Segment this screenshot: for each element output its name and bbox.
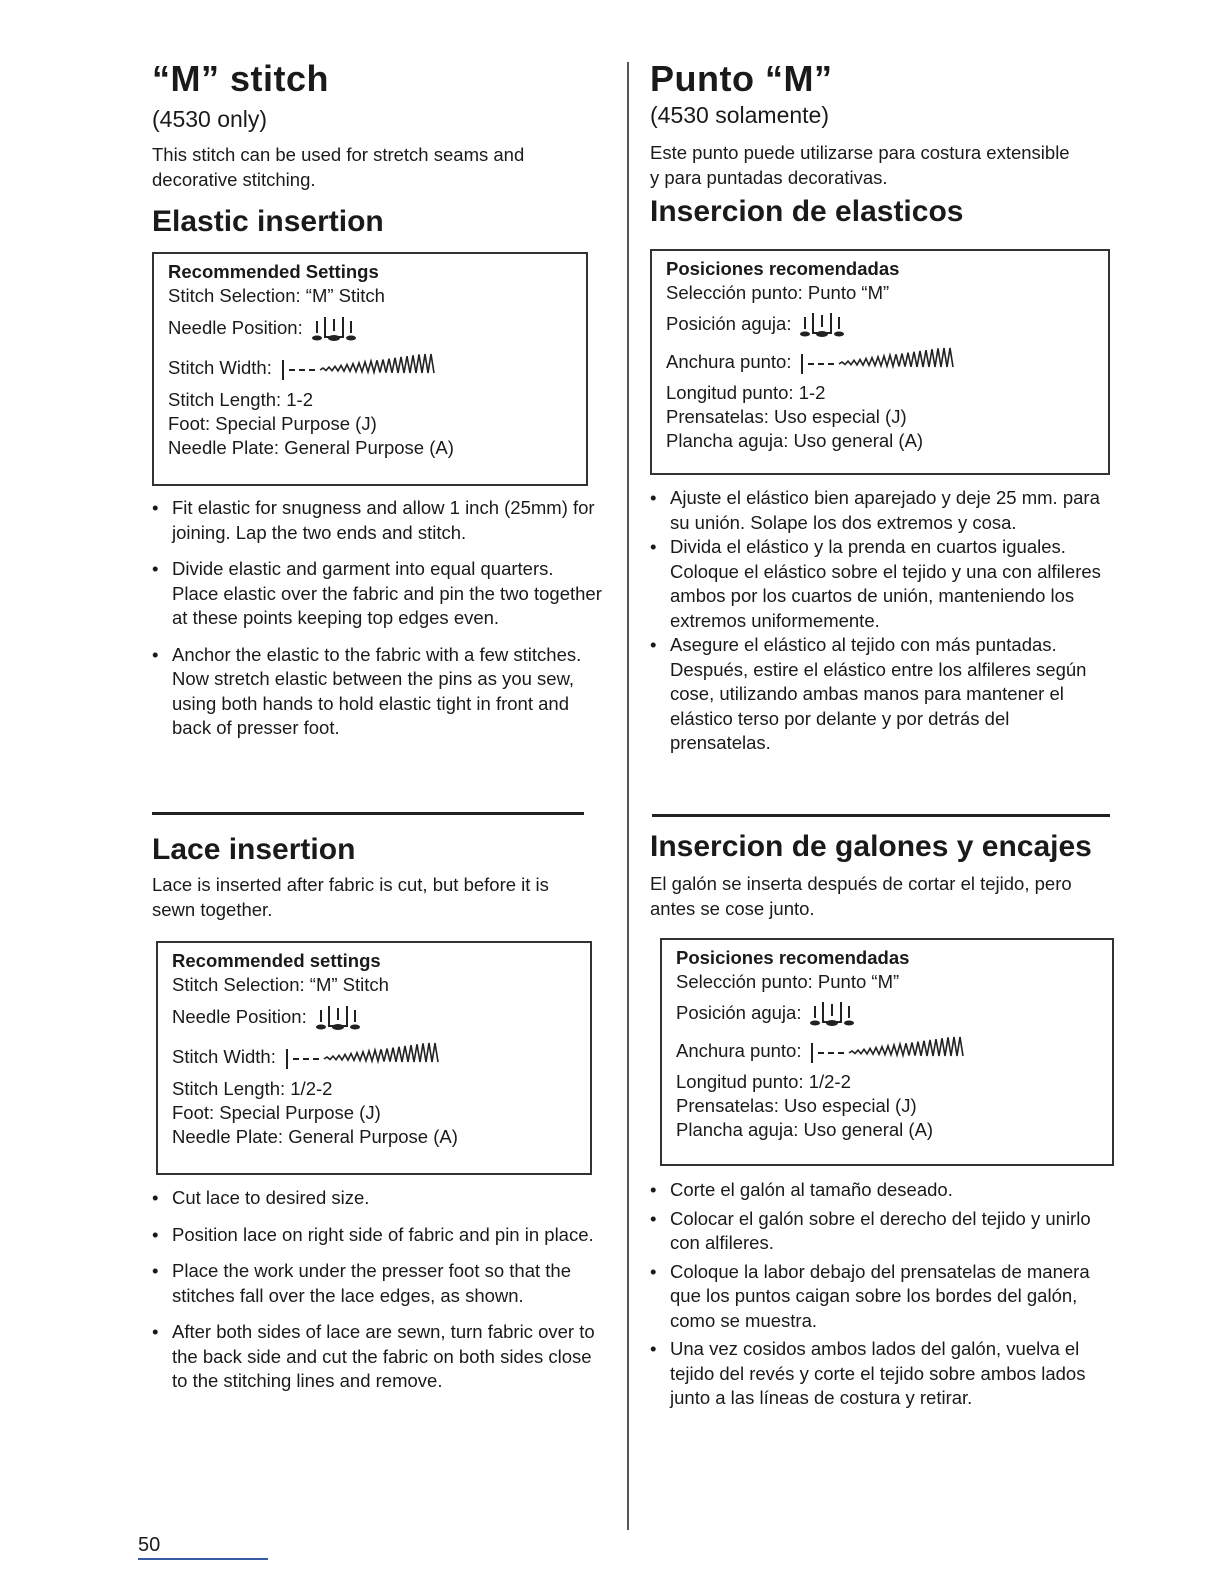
needle-position-icon (799, 307, 845, 341)
list-item: • Divide elastic and garment into equal quarters. Place elastic over the fabric and pin the two together at these points keeping top edges even. (152, 557, 602, 631)
lace-steps-list (152, 1186, 604, 1406)
presser-foot: Prensatelas: Uso especial (J) (676, 1095, 917, 1116)
list-item: • Colocar el galón sobre el derecho del tejido y unirlo con alfileres. (650, 1207, 1112, 1256)
stitch-width-row (676, 1032, 1098, 1070)
intro-text: This stitch can be used for stretch seams and decorative stitching. (152, 144, 525, 190)
model-note-es: (4530 solamente) (650, 102, 829, 128)
list-item: • Place the work under the presser foot so that the stitches fall over the lace edges, as shown. (152, 1259, 604, 1308)
list-item: • Asegure el elástico al tejido con más puntadas. Después, estire el elástico entre los alfileres según cose, utilizando ambas manos para mantener el elástico terso por delante y por detrás del prensatelas. (650, 633, 1105, 756)
stitch-width-label: Stitch Width: (172, 1046, 276, 1067)
stitch-length: Longitud punto: 1-2 (666, 382, 826, 403)
section-heading-lace-es: Insercion de galones y encajes (650, 830, 1092, 863)
list-item: • Divida el elástico y la prenda en cuartos iguales. Coloque el elástico sobre el tejido y una con alfileres ambos por los cuartos de unión, manteniendo los extremos uniformemente. (650, 535, 1105, 633)
lace-intro-text: Lace is inserted after fabric is cut, but before it is sewn together. (152, 874, 549, 920)
list-item: • After both sides of lace are sewn, turn fabric over to the back side and cut the fabric on both sides close to the stitching lines and remove. (152, 1320, 604, 1394)
settings-heading: Recommended Settings (168, 261, 379, 282)
list-item: • Corte el galón al tamaño deseado. (650, 1178, 1112, 1203)
settings-box-elastic (152, 252, 588, 486)
intro-text-es: Este punto puede utilizarse para costura extensible y para puntadas decorativas. (650, 142, 1070, 188)
section-heading-lace: Lace insertion (152, 833, 356, 866)
list-item: • Position lace on right side of fabric and pin in place. (152, 1223, 604, 1248)
stitch-width-label: Stitch Width: (168, 357, 272, 378)
page-title: “M” stitch (152, 58, 330, 99)
list-item: • Fit elastic for snugness and allow 1 inch (25mm) for joining. Lap the two ends and stitch. (152, 496, 602, 545)
elastic-steps-list (152, 496, 602, 753)
stitch-width-row (168, 348, 572, 388)
stitch-width-row (172, 1037, 576, 1077)
needle-position-row (168, 308, 572, 348)
stitch-width-icon (799, 344, 969, 380)
settings-heading: Posiciones recomendadas (676, 947, 910, 968)
presser-foot: Prensatelas: Uso especial (J) (666, 406, 907, 427)
stitch-selection: Stitch Selection: “M” Stitch (172, 974, 389, 995)
stitch-selection: Stitch Selection: “M” Stitch (168, 285, 385, 306)
needle-plate: Plancha aguja: Uso general (A) (676, 1119, 934, 1140)
list-item: • Ajuste el elástico bien aparejado y deje 25 mm. para su unión. Solape los dos extremos y cosa. (650, 486, 1105, 535)
stitch-width-label: Anchura punto: (676, 1040, 802, 1061)
presser-foot: Foot: Special Purpose (J) (168, 413, 377, 434)
needle-position-icon (311, 311, 357, 345)
needle-position-row (666, 305, 1094, 343)
needle-plate: Needle Plate: General Purpose (A) (172, 1126, 458, 1147)
list-item: • Anchor the elastic to the fabric with a few stitches. Now stretch elastic between the pins as you sew, using both hands to hold elastic tight in front and back of presser foot. (152, 643, 602, 741)
list-item: • Una vez cosidos ambos lados del galón, vuelva el tejido del revés y corte el tejido sobre ambos lados junto a las líneas de costura y retirar. (650, 1337, 1112, 1411)
stitch-length: Longitud punto: 1/2-2 (676, 1071, 851, 1092)
stitch-selection: Selección punto: Punto “M” (666, 282, 890, 303)
page-title-es: Punto “M” (650, 58, 833, 99)
list-item: • Coloque la labor debajo del prensatelas de manera que los puntos caigan sobre los bordes del galón, como se muestra. (650, 1260, 1112, 1334)
needle-position-label: Needle Position: (168, 317, 303, 338)
section-divider (152, 812, 584, 815)
needle-position-icon (315, 1000, 361, 1034)
settings-heading: Recommended settings (172, 950, 381, 971)
settings-box-lace-es (660, 938, 1114, 1166)
needle-plate: Needle Plate: General Purpose (A) (168, 437, 454, 458)
needle-position-row (172, 997, 576, 1037)
needle-position-icon (809, 996, 855, 1030)
stitch-length: Stitch Length: 1-2 (168, 389, 314, 410)
page-number-underline (138, 1558, 268, 1560)
stitch-selection: Selección punto: Punto “M” (676, 971, 900, 992)
model-note: (4530 only) (152, 106, 268, 132)
stitch-length: Stitch Length: 1/2-2 (172, 1078, 333, 1099)
presser-foot: Foot: Special Purpose (J) (172, 1102, 381, 1123)
section-heading-elastic-es: Insercion de elasticos (650, 195, 964, 228)
stitch-width-row (666, 343, 1094, 381)
needle-position-label: Needle Position: (172, 1006, 307, 1027)
stitch-width-icon (284, 1039, 454, 1075)
stitch-width-icon (280, 350, 450, 386)
lace-steps-list-es (650, 1178, 1112, 1411)
settings-box-lace (156, 941, 592, 1175)
lace-intro-text-es: El galón se inserta después de cortar el tejido, pero antes se cose junto. (650, 873, 1072, 919)
page-number: 50 (138, 1534, 161, 1556)
needle-position-row (676, 994, 1098, 1032)
stitch-width-icon (809, 1033, 979, 1069)
column-divider (627, 62, 629, 1530)
settings-box-elastic-es (650, 249, 1110, 475)
settings-heading: Posiciones recomendadas (666, 258, 900, 279)
section-heading-elastic: Elastic insertion (152, 205, 384, 238)
needle-plate: Plancha aguja: Uso general (A) (666, 430, 924, 451)
section-divider (652, 814, 1110, 817)
list-item: • Cut lace to desired size. (152, 1186, 604, 1211)
needle-position-label: Posición aguja: (666, 313, 792, 334)
stitch-width-label: Anchura punto: (666, 351, 792, 372)
needle-position-label: Posición aguja: (676, 1002, 802, 1023)
elastic-steps-list-es (650, 486, 1105, 756)
